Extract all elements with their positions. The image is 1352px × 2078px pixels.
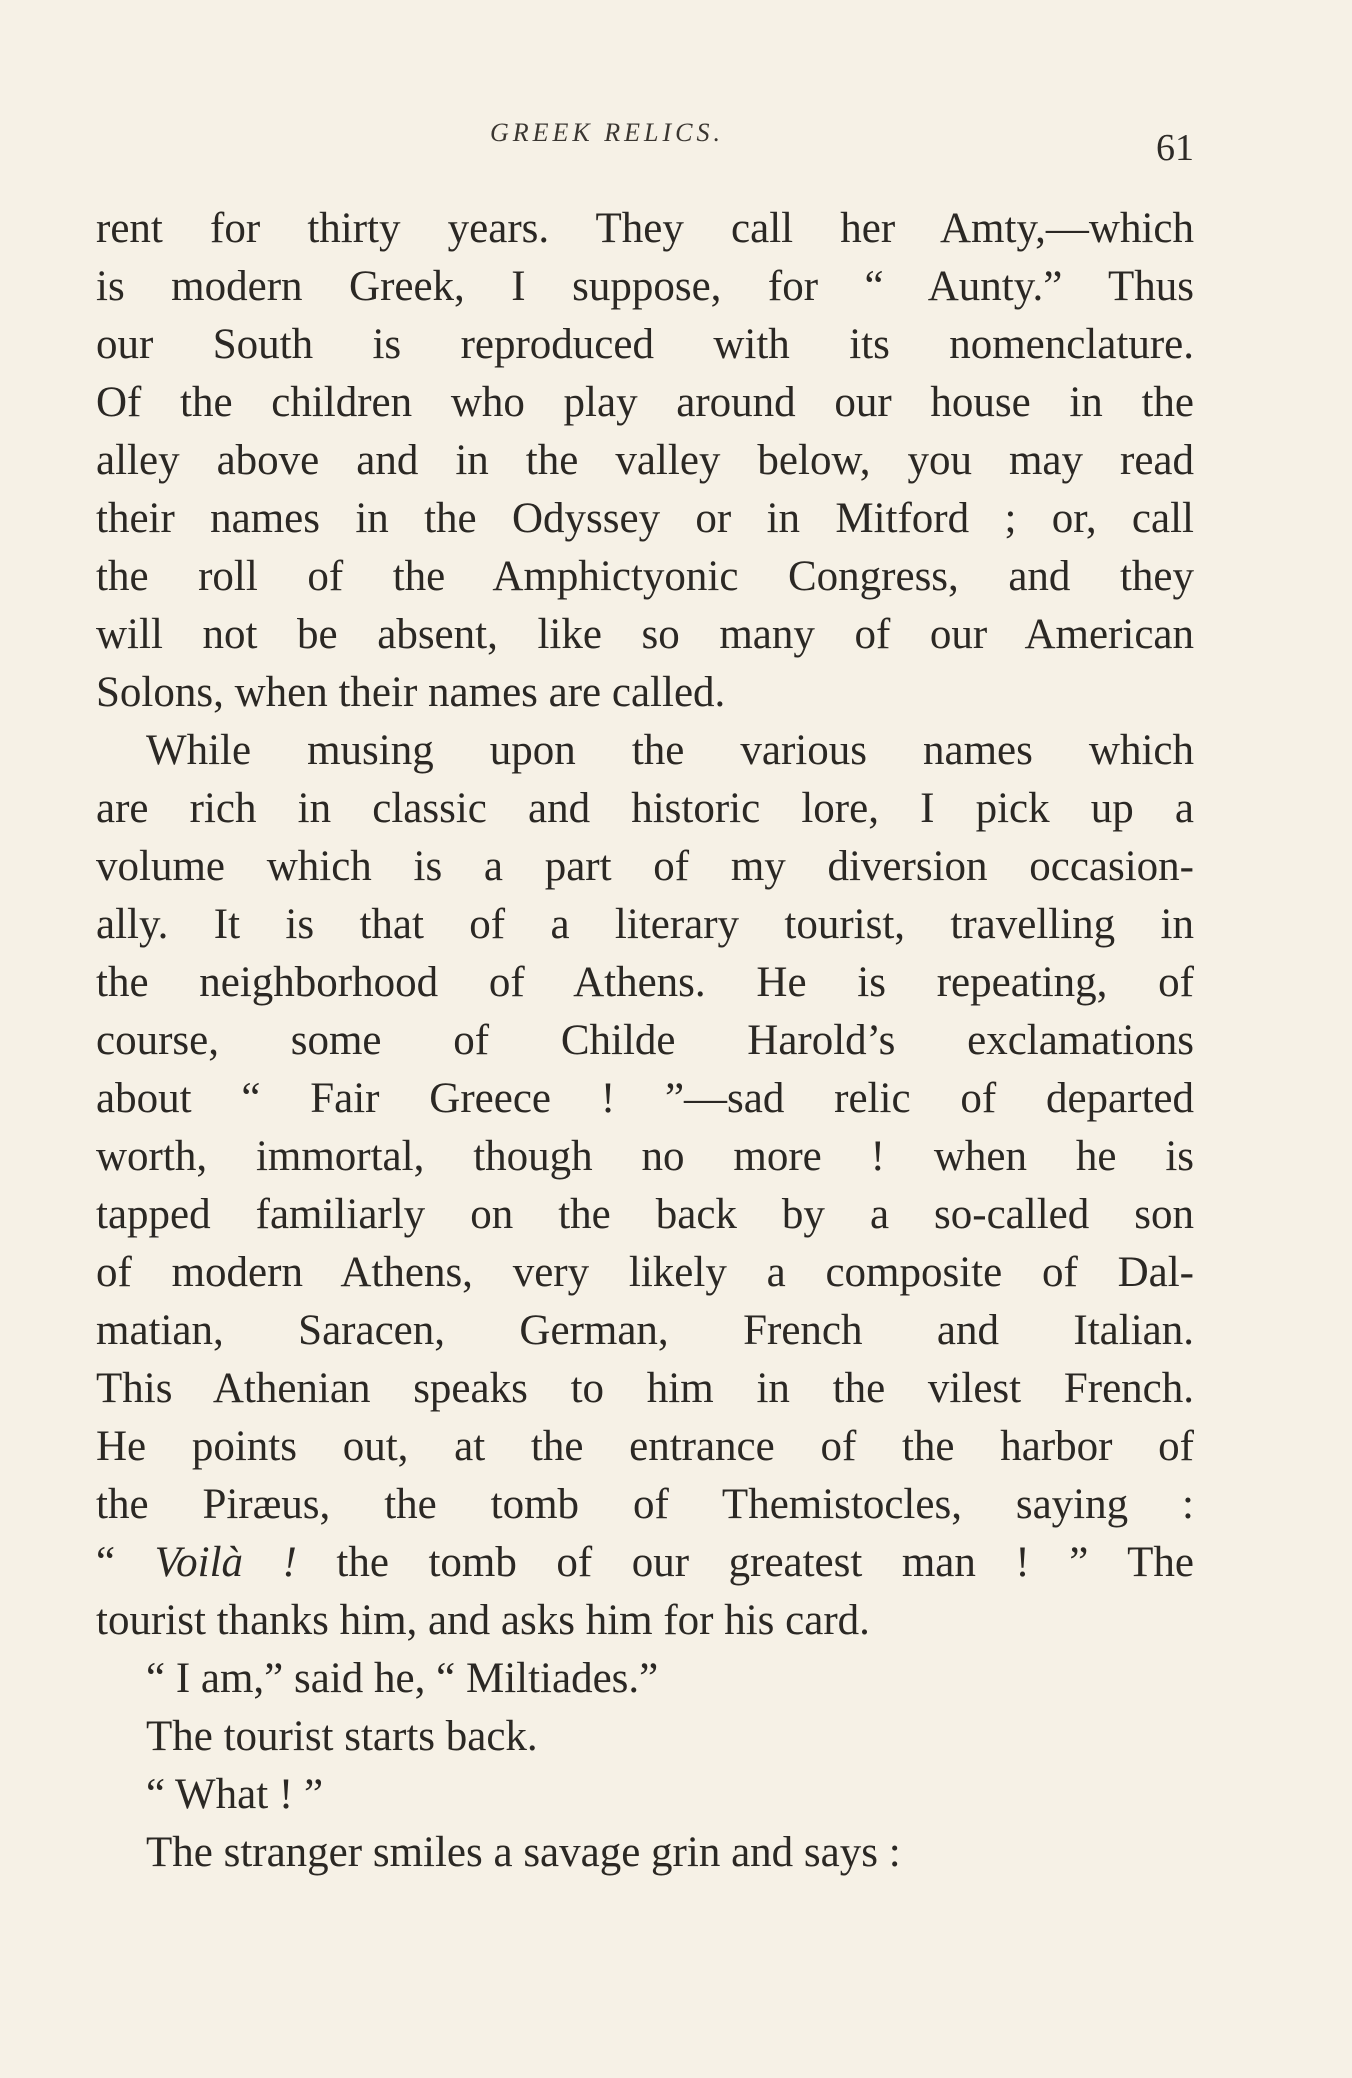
running-head: GREEK RELICS. [490,118,724,147]
text-line: tourist thanks him, and asks him for his card. [96,1597,870,1644]
text-line: The stranger smiles a savage grin and says : [146,1829,901,1876]
text-line: is modern Greek, I suppose, for “ Aunty.” Thus [96,263,1194,310]
text-line: While musing upon the various names which [146,727,1194,774]
page-header [0,118,1352,168]
text-line: are rich in classic and historic lore, I pick up a [96,785,1194,832]
page-number: 61 [1156,127,1194,169]
body-text [96,200,1194,1882]
text-line: Of the children who play around our house in the [96,379,1194,426]
text-line: tapped familiarly on the back by a so-called son [96,1191,1194,1238]
text-line: “ I am,” said he, “ Miltiades.” [146,1655,659,1702]
text-line: Solons, when their names are called. [96,669,726,716]
text-line: our South is reproduced with its nomenclature. [96,321,1194,368]
quote-rest: the tomb of our greatest man ! ” The [296,1539,1194,1586]
text-line: alley above and in the valley below, you may read [96,437,1194,484]
text-line: The tourist starts back. [146,1713,538,1760]
text-line: of modern Athens, very likely a composite of Dal- [96,1249,1194,1296]
text-line [96,1534,1194,1592]
text-line: ally. It is that of a literary tourist, travelling in [96,901,1194,948]
text-line: course, some of Childe Harold’s exclamations [96,1017,1194,1064]
text-line: their names in the Odyssey or in Mitford ; or, call [96,495,1194,542]
text-line: volume which is a part of my diversion occasion- [96,843,1194,890]
text-line: worth, immortal, though no more ! when he is [96,1133,1194,1180]
text-line: This Athenian speaks to him in the vilest French. [96,1365,1194,1412]
text-line: “ What ! ” [146,1771,324,1818]
text-line: about “ Fair Greece ! ”—sad relic of departed [96,1075,1194,1122]
text-line: He points out, at the entrance of the harbor of [96,1423,1194,1470]
text-line: the roll of the Amphictyonic Congress, and they [96,553,1194,600]
text-line: rent for thirty years. They call her Amty,—which [96,205,1194,252]
text-line: matian, Saracen, German, French and Italian. [96,1307,1194,1354]
text-line: the neighborhood of Athens. He is repeating, of [96,959,1194,1006]
text-line: will not be absent, like so many of our American [96,611,1194,658]
text-line: the Piræus, the tomb of Themistocles, saying : [96,1481,1194,1528]
quote-open: “ [96,1539,155,1586]
italic-phrase: Voilà ! [154,1539,297,1586]
